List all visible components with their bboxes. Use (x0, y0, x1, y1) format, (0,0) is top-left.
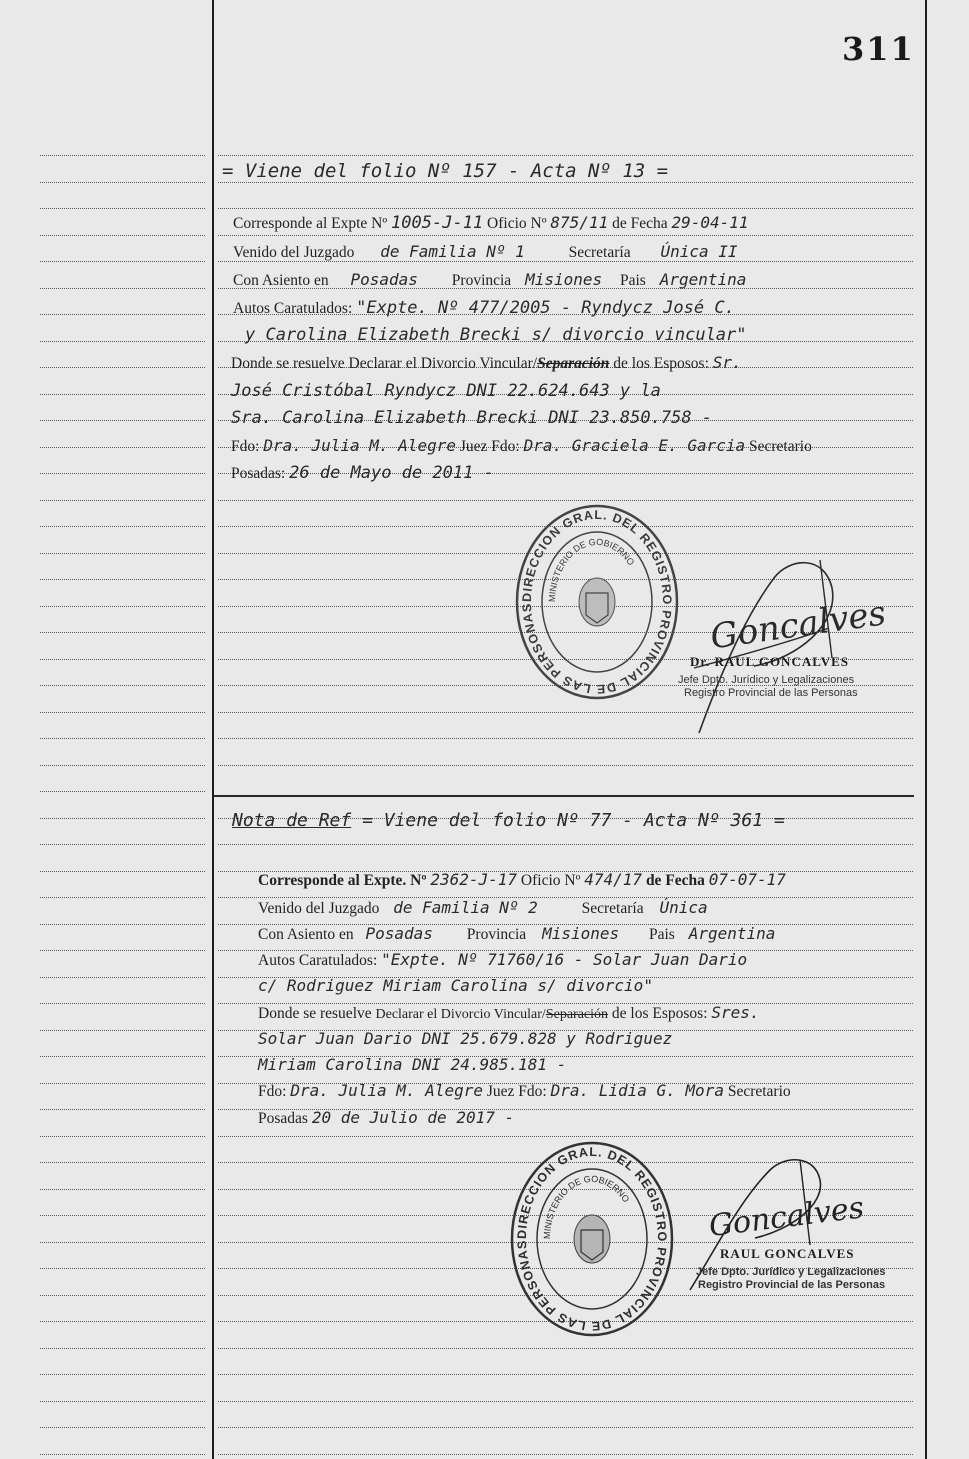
ruled-line (40, 606, 205, 607)
ruled-line (218, 500, 913, 501)
ruled-line (218, 1427, 913, 1428)
ruled-line (40, 1242, 205, 1243)
ruled-line (218, 1348, 913, 1349)
official-name-2: RAUL GONCALVES (720, 1246, 855, 1261)
ruled-line (40, 288, 205, 289)
entry-2-line-expediente: Corresponde al Expte. Nº 2362-J-17 Oficio Nº 474/17 de Fecha 07-07-17 (258, 870, 786, 889)
ruled-line (40, 473, 205, 474)
ruled-line (40, 1268, 205, 1269)
ruled-line (40, 765, 205, 766)
ruled-line (40, 526, 205, 527)
ruled-line (40, 818, 205, 819)
entry-1-line-resuelve: Donde se resuelve Declarar el Divorcio Vincular/Separación de los Esposos: Sr. (231, 353, 742, 372)
entry-2-line-fecha: Posadas 20 de Julio de 2017 - (258, 1108, 515, 1127)
struck-separacion-2: Separación (545, 1007, 609, 1022)
ruled-line (40, 1374, 205, 1375)
entry-2-line-juzgado: Venido del Juzgado de Familia Nº 2 Secretaría Única (258, 898, 708, 917)
entry-2-line-spouse-1: Solar Juan Dario DNI 25.679.828 y Rodriguez (258, 1029, 673, 1048)
entry-2-header: Nota de Ref = Viene del folio Nº 77 - Acta Nº 361 = (232, 810, 785, 831)
ruled-line (40, 924, 205, 925)
left-margin-line (212, 0, 214, 1459)
official-role-2: Jefe Dpto. Jurídico y Legalizaciones (696, 1266, 886, 1278)
ruled-line (40, 208, 205, 209)
ruled-line (40, 791, 205, 792)
ruled-line (40, 447, 205, 448)
official-stamp-2 (509, 1140, 675, 1338)
ruled-line (218, 1136, 913, 1137)
entry-divider (214, 795, 914, 797)
ruled-line (40, 1083, 205, 1084)
ruled-line (218, 1454, 913, 1455)
ruled-line (40, 1162, 205, 1163)
ruled-line (218, 182, 913, 183)
svg-text:DIRECCION GRAL. DEL REGISTRO P: DIRECCION GRAL. DEL REGISTRO PROVINCIAL DE LAS PERSONAS (519, 507, 675, 697)
ruled-line (40, 1136, 205, 1137)
right-margin-line (925, 0, 927, 1459)
ruled-line (40, 897, 205, 898)
ruled-line (40, 367, 205, 368)
entry-1-line-expediente: Corresponde al Expte Nº 1005-J-11 Oficio Nº 875/11 de Fecha 29-04-11 (233, 213, 749, 233)
svg-text:MINISTERIO DE GOBIERNO: MINISTERIO DE GOBIERNO (546, 536, 637, 603)
svg-text:Goncalves: Goncalves (707, 1190, 866, 1245)
ruled-line (40, 1348, 205, 1349)
ruled-line (218, 235, 913, 236)
ruled-line (40, 553, 205, 554)
ruled-line (40, 1003, 205, 1004)
ruled-line (40, 1295, 205, 1296)
entry-1-header: = Viene del folio Nº 157 - Acta Nº 13 = (222, 160, 669, 182)
signature-block-2 (696, 1246, 886, 1291)
svg-text:Goncalves: Goncalves (707, 593, 889, 658)
entry-1-line-autos-cont: y Carolina Elizabeth Brecki s/ divorcio vincular" (245, 325, 747, 345)
ruled-line (40, 1401, 205, 1402)
signature-goncalves (624, 548, 889, 738)
entry-2-line-asiento: Con Asiento en Posadas Provincia Misiones Pais Argentina (258, 924, 776, 943)
ruled-line (40, 155, 205, 156)
official-org-2: Registro Provincial de las Personas (698, 1279, 886, 1291)
ruled-line (40, 1215, 205, 1216)
ruled-line (40, 394, 205, 395)
entry-2-line-autos-cont: c/ Rodriguez Miriam Carolina s/ divorcio" (258, 976, 653, 995)
ruled-line (40, 977, 205, 978)
ruled-line (40, 632, 205, 633)
ruled-line (218, 1374, 913, 1375)
ruled-line (218, 765, 913, 766)
ruled-line (218, 844, 913, 845)
entry-1-line-fecha: Posadas: 26 de Mayo de 2011 - (231, 463, 494, 483)
ruled-line (40, 685, 205, 686)
ruled-line (218, 738, 913, 739)
ruled-line (40, 844, 205, 845)
ruled-line (40, 738, 205, 739)
ruled-line (40, 1189, 205, 1190)
ruled-line (40, 1427, 205, 1428)
entry-2-line-spouse-2: Miriam Carolina DNI 24.985.181 - (258, 1055, 567, 1074)
ruled-line (40, 1321, 205, 1322)
entry-1-line-spouse-2: Sra. Carolina Elizabeth Brecki DNI 23.850.758 - (231, 408, 713, 428)
official-name: Dr. RAUL GONCALVES (690, 654, 849, 669)
entry-1-line-firmas: Fdo: Dra. Julia M. Alegre Juez Fdo: Dra. Graciela E. Garcia Secretario (231, 436, 812, 455)
ruled-line (40, 871, 205, 872)
ruled-line (40, 1454, 205, 1455)
ruled-line (218, 208, 913, 209)
ruled-line (218, 155, 913, 156)
signature-block-1 (678, 654, 858, 699)
official-role: Jefe Dpto. Jurídico y Legalizaciones (678, 674, 855, 686)
ruled-line (218, 1401, 913, 1402)
entry-2-line-autos: Autos Caratulados: "Expte. Nº 71760/16 - Solar Juan Dario (258, 950, 748, 969)
entry-2-line-firmas: Fdo: Dra. Julia M. Alegre Juez Fdo: Dra. Lidia G. Mora Secretario (258, 1081, 791, 1100)
ruled-line (40, 1109, 205, 1110)
struck-separacion: Separación (537, 355, 610, 372)
ruled-line (40, 420, 205, 421)
svg-text:DIRECCION GRAL. DEL REGISTRO P: DIRECCION GRAL. DEL REGISTRO PROVINCIAL DE LAS PERSONAS (514, 1144, 670, 1334)
official-org: Registro Provincial de las Personas (684, 687, 858, 699)
entry-1-line-autos: Autos Caratulados: "Expte. Nº 477/2005 - Ryndycz José C. (233, 298, 735, 318)
ruled-line (40, 182, 205, 183)
folio-number: 311 (842, 30, 915, 68)
entry-1-line-asiento: Con Asiento en Posadas Provincia Misiones Pais Argentina (233, 270, 747, 289)
entry-1-line-spouse-1: José Cristóbal Ryndycz DNI 22.624.643 y la (231, 381, 661, 401)
ruled-line (40, 261, 205, 262)
ruled-line (40, 500, 205, 501)
ruled-line (40, 314, 205, 315)
ruled-line (40, 1056, 205, 1057)
ruled-line (40, 1030, 205, 1031)
svg-text:MINISTERIO DE GOBIERNO: MINISTERIO DE GOBIERNO (541, 1173, 632, 1240)
ruled-line (40, 659, 205, 660)
ruled-line (40, 235, 205, 236)
entry-1-line-juzgado: Venido del Juzgado de Familia Nº 1 Secretaría Única II (233, 242, 738, 261)
ruled-line (40, 579, 205, 580)
ruled-line (40, 341, 205, 342)
ruled-line (40, 712, 205, 713)
ruled-line (40, 950, 205, 951)
entry-2-line-resuelve: Donde se resuelve Declarar el Divorcio Vincular/Separación de los Esposos: Sres. (258, 1003, 760, 1022)
